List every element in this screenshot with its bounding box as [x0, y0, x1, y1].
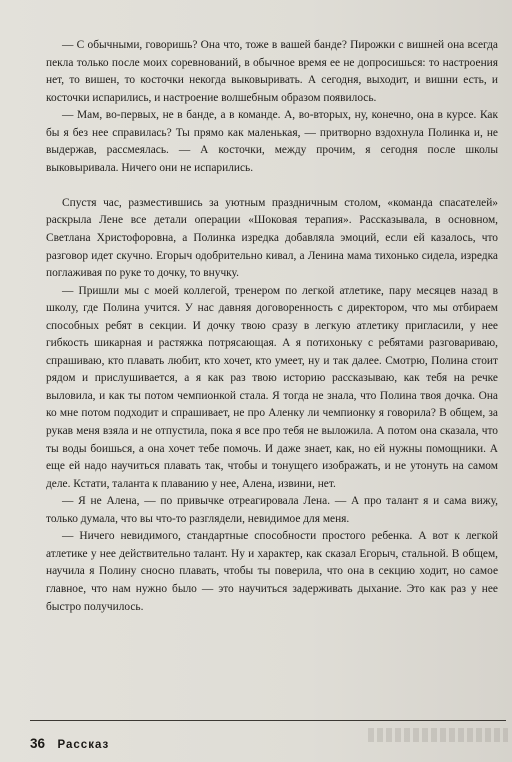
paragraph-4: — Пришли мы с моей коллегой, тренером по легкой атлетике, пару месяцев назад в школу, где Полина учится. У нас давняя договоренность с директором, что мы отбираем способных ребят в секции. И дочку твою сразу в легкую атлетику пригласили, у нее гибкость шикарная и растяжка потрясающая. А я потихоньку с ребятами разговариваю, спрашиваю, кто плавать любит, кто хочет, кто умеет, ну и так далее. Смотрю, Полина стоит рядом и прислушивается, а я как раз твою историю рассказываю, как тебя на речке выловила, и как ты потом чемпионкой стала. Я тогда не знала, что Полина твоя дочка. Она ко мне потом подходит и спрашивает, не про Аленку ли чемпионку я говорила? В общем, за рукав меня взяла и не отпустила, пока я все про тебя не выложила. А потом она сказала, что ты воды боишься, а она хочет тебе помочь. И даже знает, как, но ей нужны помощники. А еще ей надо научиться плавать так, чтобы и тонущего изображать, и не утонуть на самом деле. Кстати, таланта к плаванию у нее, Алена, извини, нет. — [46, 284, 498, 490]
paragraph-6: — Ничего невидимого, стандартные способности простого ребенка. А вот к легкой атлетике у нее действительно талант. Ну и характер, как сказал Егорыч, стальной. В общем, научила я Полину сносно плавать, чтобы ты поверила, что она в секцию ходит, но самое главное, что нам нужно было — это научиться задерживать дыхание. Это как раз у нее быстро получилось. — [46, 530, 498, 613]
story-text — [46, 37, 498, 616]
footer-rule — [30, 720, 506, 721]
paragraph-1: — С обычными, говоришь? Она что, тоже в вашей банде? Пирожки с вишней она всегда пекла только после моих соревнований, в обычное время ее не допросишься: то настроения нет, то вишен, то косточки некогда выковыривать. А сегодня, выходит, и вишни есть, и косточки испарились, и настроение волшебным образом появилось. — [46, 39, 498, 104]
page-footer — [30, 735, 109, 753]
paragraph-3: Спустя час, разместившись за уютным праздничным столом, «команда спасателей» раскрыла Лене все детали операции «Шоковая терапия». Рассказывала, в основном, Светлана Христофоровна, а Полинка изредка добавляла эмоций, если ей казалось, что разговор идет скучно. Егорыч одобрительно кивал, а Ленина мама тихонько сидела, изредка поглаживая по руке то дочку, то внучку. — [46, 196, 498, 280]
paragraph-5: — Я не Алена, — по привычке отреагировала Лена. — А про талант я и сама вижу, только думала, что вы что-то разглядели, невидимое для меня. — [46, 495, 498, 525]
section-name: Рассказ — [57, 739, 110, 751]
paragraph-2: — Мам, во-первых, не в банде, а в команде. А, во-вторых, ну, конечно, она в курсе. Как бы я без нее справилась? Ты прямо как маленькая, — притворно вздохнула Полинка и, не выдержав, рассмеялась. — А косточки, между прочим, я сегодня после школы выковыривала. Ничего они не испарились. — [46, 109, 498, 174]
page-number: 36 — [30, 736, 46, 751]
show-through-texture — [368, 728, 508, 742]
